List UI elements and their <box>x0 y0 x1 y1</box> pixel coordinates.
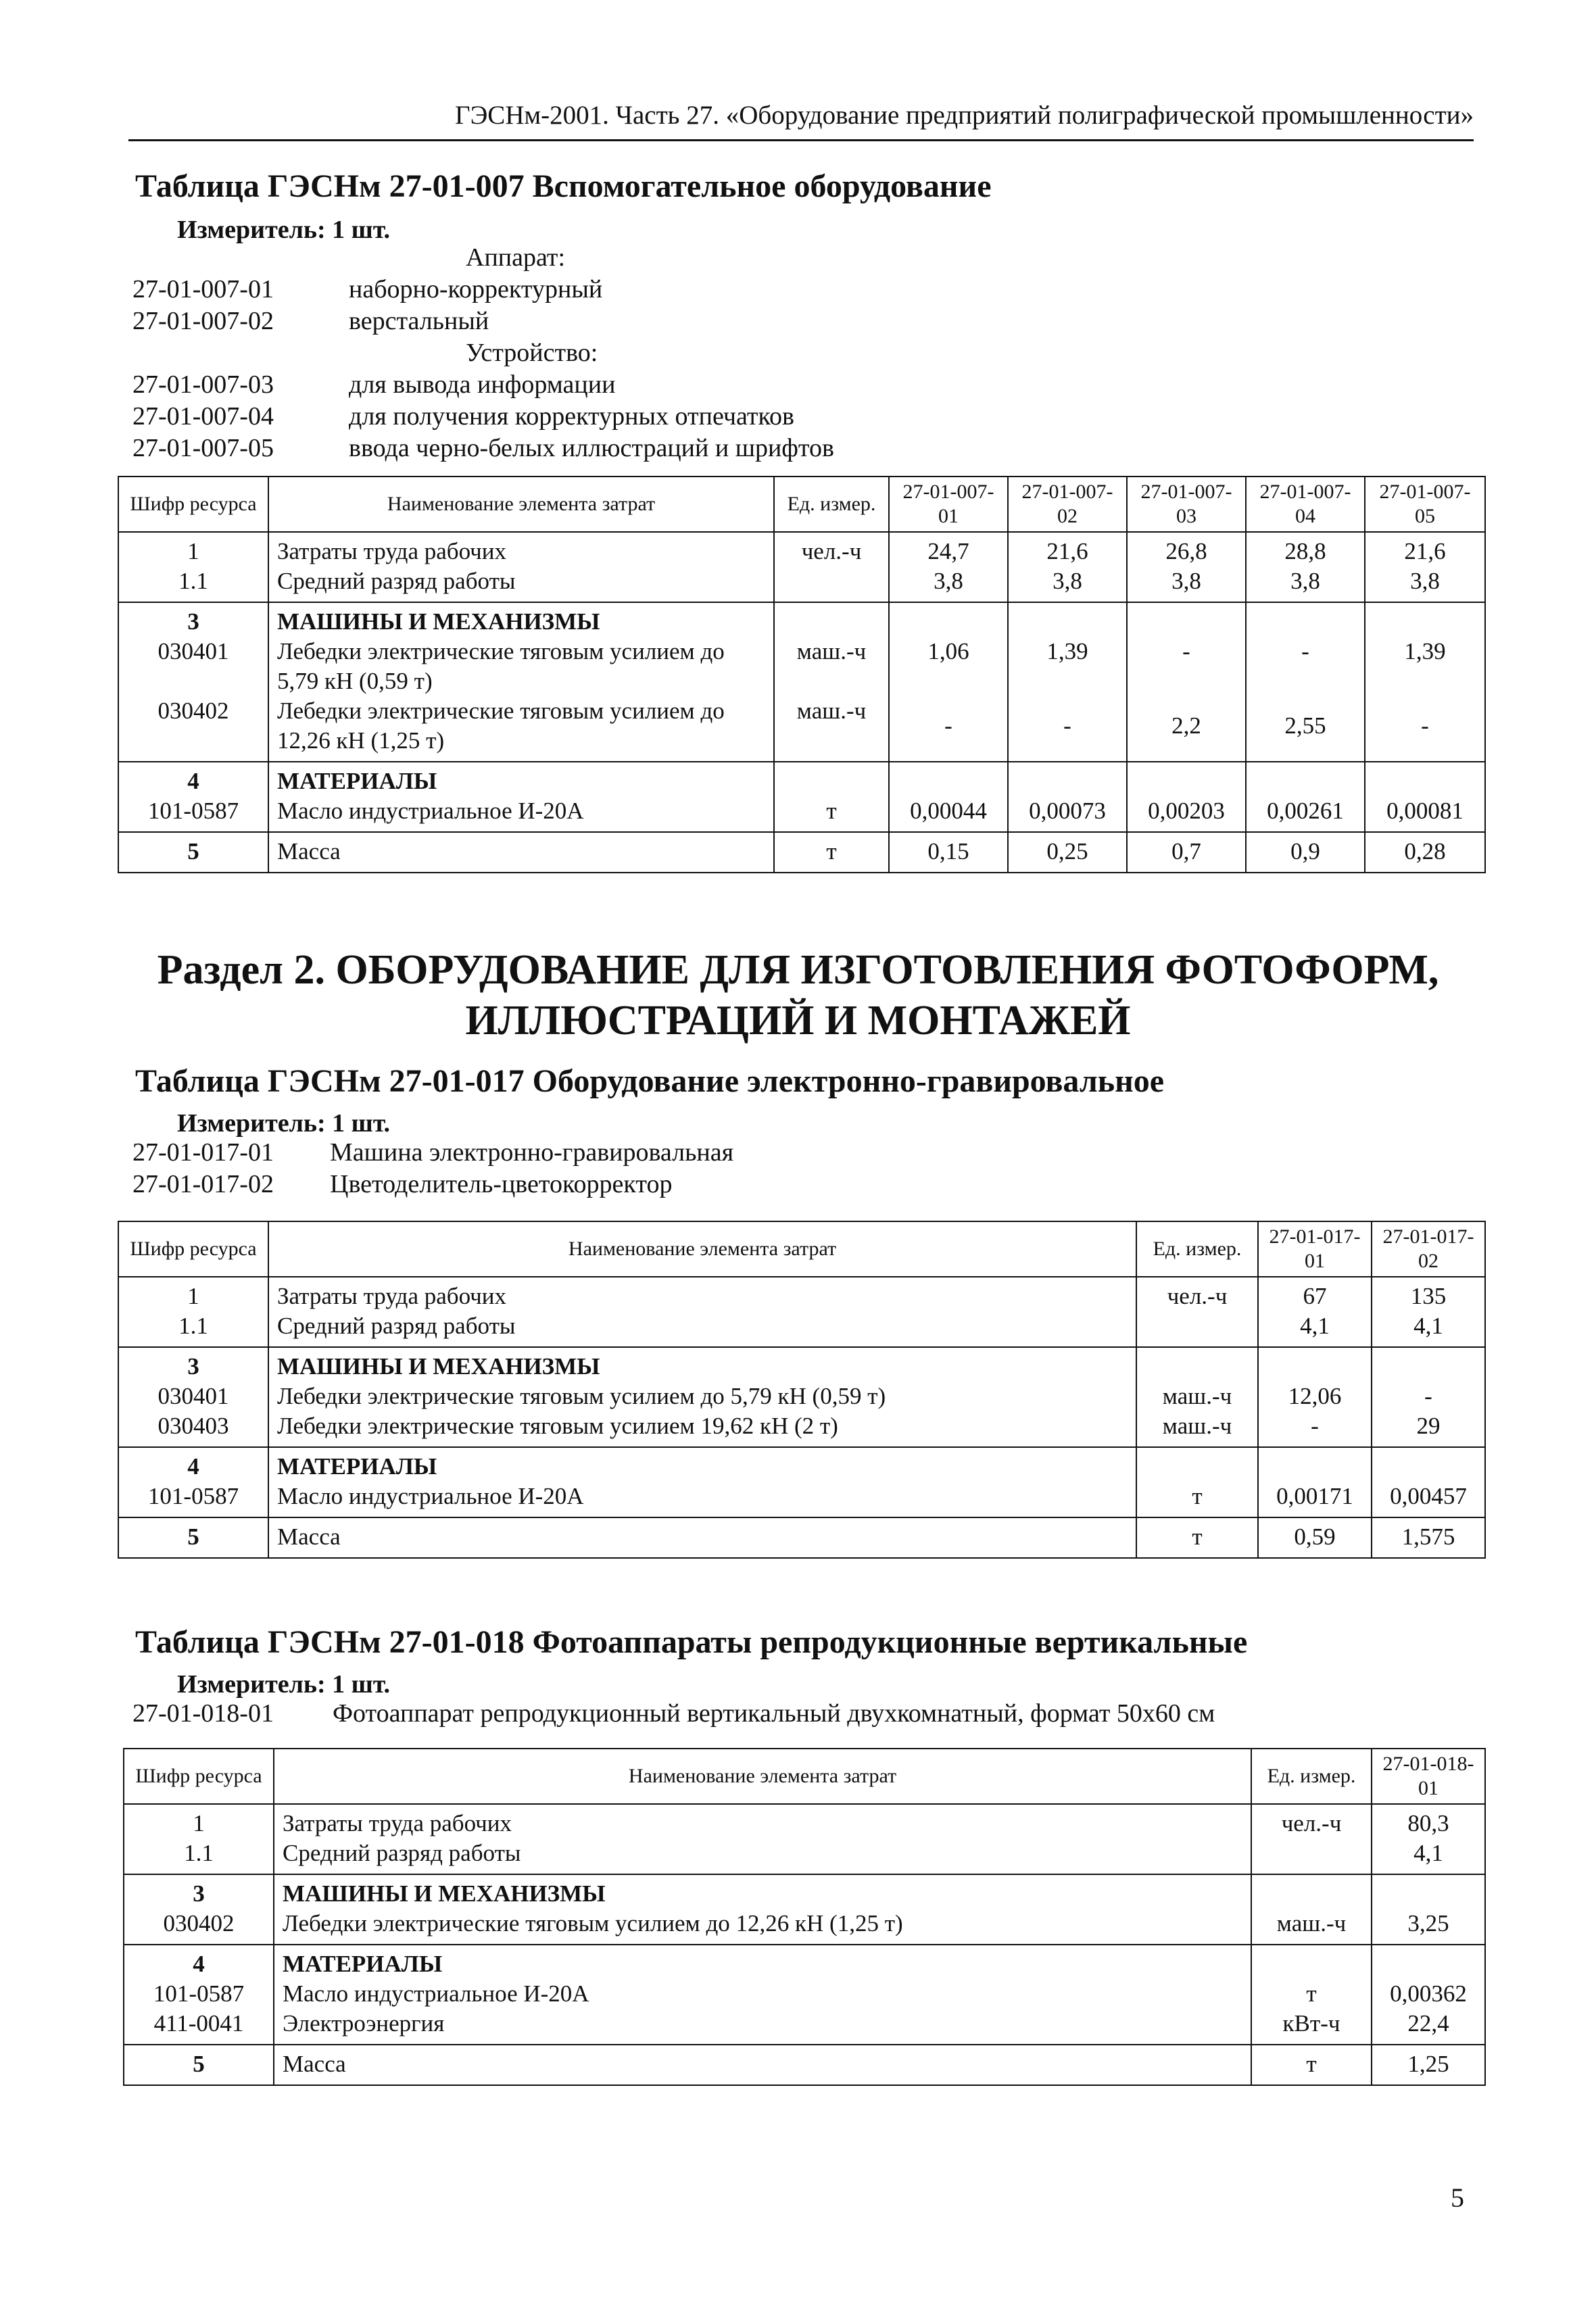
column-header: 27-01-018-01 <box>1372 1749 1485 1804</box>
resource-code: 030401 <box>118 1382 268 1411</box>
resource-code: 1.1 <box>118 1311 268 1347</box>
value-cell: - <box>889 696 1008 762</box>
unit-cell <box>774 762 889 796</box>
cost-element: Масса <box>268 1517 1136 1558</box>
unit-cell <box>774 566 889 602</box>
cost-element: Лебедки электрические тяговым усилием до 12,26 кН (1,25 т) <box>268 696 774 762</box>
entry-row <box>132 401 834 433</box>
resource-code: 1.1 <box>124 1838 274 1874</box>
resource-code: 1.1 <box>118 566 268 602</box>
table-row <box>124 1804 1485 1838</box>
value-cell: 2,55 <box>1246 696 1365 762</box>
value-cell: - <box>1246 637 1365 696</box>
table-017-entries <box>132 1137 733 1200</box>
value-cell: 4,1 <box>1372 1311 1485 1347</box>
unit-cell: маш.-ч <box>1136 1411 1258 1447</box>
value-cell <box>1008 602 1127 637</box>
value-cell: 0,25 <box>1008 832 1127 873</box>
resource-code: 030403 <box>118 1411 268 1447</box>
value-cell: 3,8 <box>889 566 1008 602</box>
column-header: Ед. измер. <box>1136 1221 1258 1277</box>
entry-code: 27-01-018-01 <box>132 1699 274 1728</box>
value-cell: - <box>1008 696 1127 762</box>
entry-code <box>132 337 335 369</box>
cost-element: Затраты труда рабочих <box>268 1277 1136 1311</box>
value-cell: 2,2 <box>1127 696 1246 762</box>
section-title-line: ИЛЛЮСТРАЦИЙ И МОНТАЖЕЙ <box>465 998 1131 1044</box>
column-header: Наименование элемента затрат <box>268 1221 1136 1277</box>
value-cell: 0,00171 <box>1258 1482 1372 1517</box>
value-cell: 3,8 <box>1127 566 1246 602</box>
value-cell: 0,00362 <box>1372 1979 1485 2009</box>
value-cell: 24,7 <box>889 532 1008 566</box>
unit-cell <box>774 602 889 637</box>
unit-cell: маш.-ч <box>1251 1909 1372 1945</box>
entry-code: 27-01-007-04 <box>132 402 274 431</box>
entry-row <box>132 242 834 274</box>
entry-label: Устройство: <box>466 339 598 367</box>
cost-element: Лебедки электрические тяговым усилием до 12,26 кН (1,25 т) <box>274 1909 1251 1945</box>
entry-row <box>132 306 834 337</box>
cost-element: Средний разряд работы <box>268 566 774 602</box>
value-cell: 1,39 <box>1365 637 1485 696</box>
table-row <box>118 1517 1485 1558</box>
value-cell <box>1372 1874 1485 1909</box>
cost-element: Электроэнергия <box>274 2009 1251 2045</box>
cost-element: Масло индустриальное И-20А <box>274 1979 1251 2009</box>
value-cell: 21,6 <box>1365 532 1485 566</box>
unit-cell: маш.-ч <box>1136 1382 1258 1411</box>
table-017-unit: Измеритель: 1 шт. <box>177 1109 391 1138</box>
cost-element: Масло индустриальное И-20А <box>268 1482 1136 1517</box>
column-header: Шифр ресурса <box>118 1221 268 1277</box>
value-cell: 28,8 <box>1246 532 1365 566</box>
unit-cell: маш.-ч <box>774 637 889 696</box>
table-row <box>124 1909 1485 1945</box>
unit-cell: маш.-ч <box>774 696 889 762</box>
unit-cell <box>1136 1447 1258 1482</box>
entry-label: Аппарат: <box>466 243 566 272</box>
resource-code: 1 <box>118 1277 268 1311</box>
entry-row <box>132 1137 733 1169</box>
entry-label: верстальный <box>349 307 489 335</box>
value-cell <box>1372 1447 1485 1482</box>
table-017 <box>118 1221 1486 1559</box>
table-header-row <box>118 477 1485 532</box>
unit-cell <box>1251 1874 1372 1909</box>
unit-cell: т <box>1251 1979 1372 2009</box>
table-row <box>118 1411 1485 1447</box>
entry-row <box>132 274 834 306</box>
entry-code: 27-01-007-03 <box>132 370 274 399</box>
column-header: 27-01-007-05 <box>1365 477 1485 532</box>
value-cell <box>1246 762 1365 796</box>
column-header: Наименование элемента затрат <box>274 1749 1251 1804</box>
cost-element: Средний разряд работы <box>268 1311 1136 1347</box>
resource-code: 411-0041 <box>124 2009 274 2045</box>
value-cell: 3,8 <box>1008 566 1127 602</box>
value-cell <box>1127 602 1246 637</box>
unit-cell: чел.-ч <box>1251 1804 1372 1838</box>
cost-element: Затраты труда рабочих <box>274 1804 1251 1838</box>
resource-code: 5 <box>118 832 268 873</box>
resource-code: 030401 <box>118 637 268 696</box>
page-number: 5 <box>1451 2183 1464 2213</box>
section-title-line: Раздел 2. ОБОРУДОВАНИЕ ДЛЯ ИЗГОТОВЛЕНИЯ ФОТОФОРМ, <box>157 947 1439 993</box>
value-cell: 3,8 <box>1365 566 1485 602</box>
table-018-unit: Измеритель: 1 шт. <box>177 1670 391 1699</box>
table-row <box>118 1447 1485 1482</box>
column-header: 27-01-007-01 <box>889 477 1008 532</box>
entry-code <box>132 242 335 274</box>
value-cell <box>889 602 1008 637</box>
header-rule <box>128 139 1474 141</box>
resource-code: 3 <box>118 1347 268 1382</box>
value-cell <box>1372 1945 1485 1979</box>
entry-label: ввода черно-белых иллюстраций и шрифтов <box>349 434 834 462</box>
unit-cell: кВт-ч <box>1251 2009 1372 2045</box>
cost-element: Масса <box>274 2045 1251 2085</box>
table-row <box>118 602 1485 637</box>
table-row <box>124 1979 1485 2009</box>
value-cell <box>1258 1347 1372 1382</box>
unit-cell <box>1251 1838 1372 1874</box>
value-cell: 135 <box>1372 1277 1485 1311</box>
unit-cell: т <box>1136 1517 1258 1558</box>
entry-row <box>132 1698 1215 1730</box>
table-header-row <box>124 1749 1485 1804</box>
value-cell: 1,06 <box>889 637 1008 696</box>
value-cell: 1,39 <box>1008 637 1127 696</box>
value-cell: 1,575 <box>1372 1517 1485 1558</box>
resource-code: 101-0587 <box>124 1979 274 2009</box>
column-header: 27-01-007-03 <box>1127 477 1246 532</box>
column-header: Шифр ресурса <box>124 1749 274 1804</box>
value-cell: 0,15 <box>889 832 1008 873</box>
unit-cell <box>1136 1347 1258 1382</box>
group-heading: МАТЕРИАЛЫ <box>268 762 774 796</box>
value-cell <box>1365 602 1485 637</box>
table-007 <box>118 476 1486 873</box>
column-header: 27-01-017-02 <box>1372 1221 1485 1277</box>
table-row <box>124 1945 1485 1979</box>
value-cell: 4,1 <box>1372 1838 1485 1874</box>
resource-code: 4 <box>118 1447 268 1482</box>
unit-cell <box>1251 1945 1372 1979</box>
value-cell: 1,25 <box>1372 2045 1485 2085</box>
value-cell: 0,00203 <box>1127 796 1246 832</box>
value-cell: - <box>1372 1382 1485 1411</box>
table-018-title: Таблица ГЭСНм 27-01-018 Фотоаппараты репродукционные вертикальные <box>135 1624 1248 1660</box>
table-017-title: Таблица ГЭСНм 27-01-017 Оборудование электронно-гравировальное <box>135 1063 1165 1099</box>
value-cell <box>1372 1347 1485 1382</box>
value-cell: - <box>1258 1411 1372 1447</box>
group-heading: МАТЕРИАЛЫ <box>268 1447 1136 1482</box>
unit-cell: т <box>1251 2045 1372 2085</box>
resource-code: 101-0587 <box>118 796 268 832</box>
resource-code: 4 <box>124 1945 274 1979</box>
value-cell: - <box>1365 696 1485 762</box>
table-row <box>118 566 1485 602</box>
value-cell: 0,00044 <box>889 796 1008 832</box>
value-cell <box>1127 762 1246 796</box>
entry-label: наборно-корректурный <box>349 275 603 303</box>
entry-row <box>132 369 834 401</box>
value-cell: 4,1 <box>1258 1311 1372 1347</box>
cost-element: Масса <box>268 832 774 873</box>
value-cell: 0,59 <box>1258 1517 1372 1558</box>
cost-element: Лебедки электрические тяговым усилием до 5,79 кН (0,59 т) <box>268 637 774 696</box>
value-cell: 80,3 <box>1372 1804 1485 1838</box>
cost-element: Лебедки электрические тяговым усилием до 5,79 кН (0,59 т) <box>268 1382 1136 1411</box>
resource-code: 3 <box>118 602 268 637</box>
value-cell: 0,28 <box>1365 832 1485 873</box>
group-heading: МАШИНЫ И МЕХАНИЗМЫ <box>268 1347 1136 1382</box>
table-row <box>124 2045 1485 2085</box>
value-cell <box>1258 1447 1372 1482</box>
table-row <box>118 1482 1485 1517</box>
value-cell <box>1246 602 1365 637</box>
table-row <box>118 1382 1485 1411</box>
value-cell: - <box>1127 637 1246 696</box>
table-row <box>118 1277 1485 1311</box>
table-007-unit: Измеритель: 1 шт. <box>177 216 391 244</box>
value-cell <box>1365 762 1485 796</box>
table-row <box>118 832 1485 873</box>
entry-row <box>132 337 834 369</box>
table-row <box>118 796 1485 832</box>
value-cell: 0,00457 <box>1372 1482 1485 1517</box>
value-cell: 22,4 <box>1372 2009 1485 2045</box>
value-cell <box>1008 762 1127 796</box>
entry-code: 27-01-007-02 <box>132 307 274 335</box>
entry-label: для получения корректурных отпечатков <box>349 402 794 431</box>
column-header: 27-01-017-01 <box>1258 1221 1372 1277</box>
value-cell: 67 <box>1258 1277 1372 1311</box>
value-cell: 3,25 <box>1372 1909 1485 1945</box>
entry-code: 27-01-007-05 <box>132 434 274 462</box>
entry-label: Машина электронно-гравировальная <box>330 1138 734 1167</box>
table-row <box>124 2009 1485 2045</box>
unit-cell: чел.-ч <box>774 532 889 566</box>
entry-label: Фотоаппарат репродукционный вертикальный двухкомнатный, формат 50х60 см <box>333 1699 1215 1728</box>
table-007-entries <box>132 242 834 464</box>
unit-cell: чел.-ч <box>1136 1277 1258 1311</box>
table-row <box>118 762 1485 796</box>
unit-cell: т <box>774 832 889 873</box>
resource-code: 030402 <box>124 1909 274 1945</box>
unit-cell: т <box>774 796 889 832</box>
group-heading: МАШИНЫ И МЕХАНИЗМЫ <box>268 602 774 637</box>
entry-code: 27-01-007-01 <box>132 275 274 303</box>
cost-element: Затраты труда рабочих <box>268 532 774 566</box>
value-cell <box>889 762 1008 796</box>
entry-label: Цветоделитель-цветокорректор <box>330 1170 673 1198</box>
value-cell: 0,7 <box>1127 832 1246 873</box>
entry-row <box>132 433 834 464</box>
column-header: Ед. измер. <box>774 477 889 532</box>
section-title <box>0 945 1596 1046</box>
column-header: 27-01-007-04 <box>1246 477 1365 532</box>
running-header: ГЭСНм-2001. Часть 27. «Оборудование предприятий полиграфической промышленности» <box>455 101 1474 130</box>
table-018 <box>123 1748 1486 2086</box>
table-row <box>118 1347 1485 1382</box>
resource-code: 5 <box>118 1517 268 1558</box>
column-header: Наименование элемента затрат <box>268 477 774 532</box>
entry-code: 27-01-017-02 <box>132 1170 274 1198</box>
value-cell: 0,00073 <box>1008 796 1127 832</box>
value-cell: 21,6 <box>1008 532 1127 566</box>
table-row <box>118 637 1485 696</box>
value-cell: 0,9 <box>1246 832 1365 873</box>
table-018-entries <box>132 1698 1215 1730</box>
resource-code: 5 <box>124 2045 274 2085</box>
unit-cell: т <box>1136 1482 1258 1517</box>
value-cell: 12,06 <box>1258 1382 1372 1411</box>
table-row <box>118 696 1485 762</box>
table-row <box>118 532 1485 566</box>
resource-code: 030402 <box>118 696 268 762</box>
table-007-title: Таблица ГЭСНм 27-01-007 Вспомогательное оборудование <box>135 168 992 204</box>
resource-code: 3 <box>124 1874 274 1909</box>
table-header-row <box>118 1221 1485 1277</box>
table-row <box>118 1311 1485 1347</box>
value-cell: 26,8 <box>1127 532 1246 566</box>
cost-element: Средний разряд работы <box>274 1838 1251 1874</box>
resource-code: 1 <box>118 532 268 566</box>
table-row <box>124 1838 1485 1874</box>
entry-code: 27-01-017-01 <box>132 1138 274 1167</box>
group-heading: МАШИНЫ И МЕХАНИЗМЫ <box>274 1874 1251 1909</box>
column-header: Ед. измер. <box>1251 1749 1372 1804</box>
resource-code: 101-0587 <box>118 1482 268 1517</box>
unit-cell <box>1136 1311 1258 1347</box>
column-header: Шифр ресурса <box>118 477 268 532</box>
column-header: 27-01-007-02 <box>1008 477 1127 532</box>
value-cell: 0,00081 <box>1365 796 1485 832</box>
entry-row <box>132 1169 733 1200</box>
resource-code: 1 <box>124 1804 274 1838</box>
cost-element: Масло индустриальное И-20А <box>268 796 774 832</box>
value-cell: 0,00261 <box>1246 796 1365 832</box>
value-cell: 3,8 <box>1246 566 1365 602</box>
entry-label: для вывода информации <box>349 370 616 399</box>
value-cell: 29 <box>1372 1411 1485 1447</box>
cost-element: Лебедки электрические тяговым усилием 19,62 кН (2 т) <box>268 1411 1136 1447</box>
group-heading: МАТЕРИАЛЫ <box>274 1945 1251 1979</box>
table-row <box>124 1874 1485 1909</box>
resource-code: 4 <box>118 762 268 796</box>
